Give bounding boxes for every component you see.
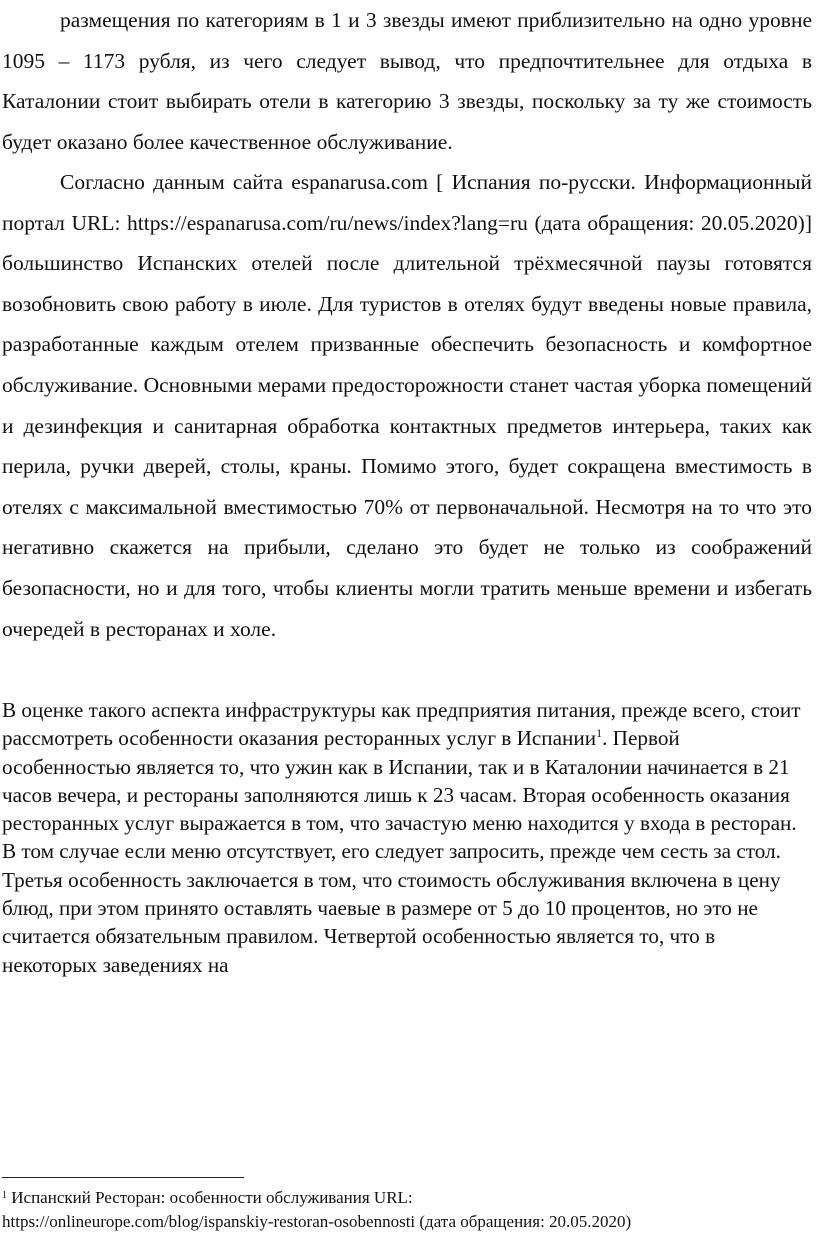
footnote-number: 1	[2, 1190, 7, 1201]
footnote-reference[interactable]: 1	[596, 726, 603, 741]
paragraph-restaurant-features	[2, 696, 814, 979]
footnote-title: Испанский Ресторан: особенности обслуживания URL:	[11, 1188, 413, 1207]
paragraph-hotel-reopening: Согласно данным сайта espanarusa.com [ Испания по-русски. Информационный портал URL: https://espanarusa.com/ru/news/index?lang=ru (дата обращения: 20.05.2020)] большинство Испанских отелей после длительной трёхмесячной паузы готовятся возобновить свою работу в июле. Для туристов в отелях будут введены новые правила, разработанные каждым отелем призванные обеспечить безопасность и комфортное обслуживание. Основными мерами предосторожности станет частая уборка помещений и дезинфекция и санитарная обработка контактных предметов интерьера, таких как перила, ручки дверей, столы, краны. Помимо этого, будет сокращена вместимость в отелях с максимальной вместимостью 70% от первоначальной. Несмотря на то что это негативно скажется на прибыли, сделано это будет не только из соображений безопасности, но и для того, чтобы клиенты могли тратить меньше времени и избегать очередей в ресторанах и холе.	[2, 170, 812, 641]
paragraph-hotel-prices: размещения по категориям в 1 и 3 звезды имеют приблизительно на одно уровне 1095 – 1173 рубля, из чего следует вывод, что предпочтительнее для отдыха в Каталонии стоит выбирать отели в категорию 3 звезды, поскольку за ту же стоимость будет оказано более качественное обслуживание.	[2, 8, 812, 154]
paragraph-text-end: . Первой особенностью является то, что ужин как в Испании, так и в Каталонии начинается в 21 часов вечера, и рестораны заполняются лишь к 23 часам. Вторая особенность оказания ресторанных услуг выражается в том, что зачастую меню находится у входа в ресторан. В том случае если меню отсутствует, его следует запросить, прежде чем сесть за стол. Третья особенность заключается в том, что стоимость обслуживания включена в цену блюд, при этом принято оставлять чаевые в размере от 5 до 10 процентов, но это не считается обязательным правилом. Четвертой особенностью является то, что в некоторых заведениях на	[2, 726, 797, 977]
footnote-url-line[interactable]: https://onlineurope.com/blog/ispanskiy-restoran-osobennosti (дата обращения: 20.05.2020)	[2, 1212, 632, 1231]
footnote	[2, 1186, 814, 1234]
footnote-separator	[2, 1177, 244, 1178]
footnote-line-1	[2, 1186, 814, 1210]
paragraph-text-start: В оценке такого аспекта инфраструктуры как предприятия питания, прежде всего, стоит рассмотреть особенности оказания ресторанных услуг в Испании	[2, 698, 801, 751]
